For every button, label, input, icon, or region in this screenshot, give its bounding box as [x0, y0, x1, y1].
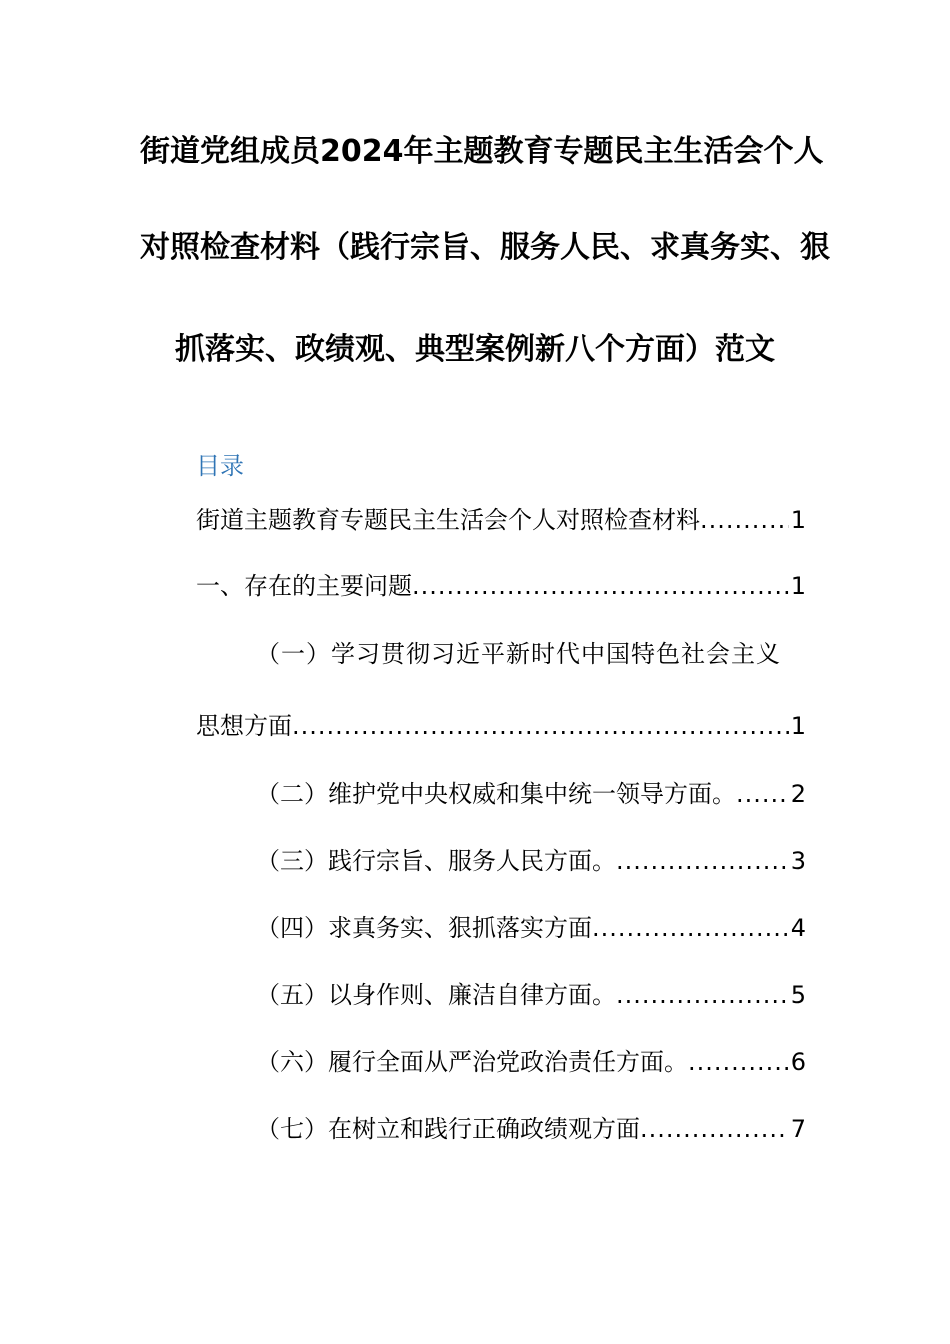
- toc-entry[interactable]: [256, 843, 806, 879]
- toc-entry-page: 7: [790, 1115, 806, 1143]
- toc-heading: 目录: [196, 452, 244, 480]
- toc-entry-page: 6: [790, 1048, 806, 1076]
- toc-entry-text: 一、存在的主要问题: [196, 572, 412, 600]
- toc-entry-page: 1: [790, 506, 806, 534]
- toc-entry[interactable]: [256, 910, 806, 946]
- toc-entry[interactable]: [256, 977, 806, 1013]
- title-line-3: 抓落实、政绩观、典型案例新八个方面）范文: [175, 332, 775, 367]
- toc-leader: [736, 776, 789, 812]
- toc-leader: [640, 1111, 789, 1147]
- toc-leader: [412, 568, 789, 604]
- toc-leader: [616, 977, 789, 1013]
- toc-entry-text: （三）践行宗旨、服务人民方面。: [256, 847, 616, 875]
- toc-entry-page: 5: [790, 981, 806, 1009]
- toc-entry-text: 街道主题教育专题民主生活会个人对照检查材料: [196, 506, 700, 534]
- toc-entry[interactable]: [196, 568, 806, 604]
- toc-leader: [592, 910, 789, 946]
- toc-entry[interactable]: [196, 502, 806, 538]
- toc-leader: [688, 1044, 789, 1080]
- toc-entry-text-line-1[interactable]: （一）学习贯彻习近平新时代中国特色社会主义: [256, 640, 781, 668]
- toc-entry-text: （五）以身作则、廉洁自律方面。: [256, 981, 616, 1009]
- toc-entry-page: 1: [790, 572, 806, 600]
- toc-entry[interactable]: [256, 1044, 806, 1080]
- toc-entry-page: 4: [790, 914, 806, 942]
- toc-entry[interactable]: [256, 776, 806, 812]
- toc-entry-text: 思想方面: [196, 712, 292, 740]
- toc-entry[interactable]: [256, 1111, 806, 1147]
- toc-leader: [616, 843, 789, 879]
- toc-entry-text: （二）维护党中央权威和集中统一领导方面。: [256, 780, 736, 808]
- title-line-2: 对照检查材料（践行宗旨、服务人民、求真务实、狠: [140, 230, 830, 265]
- toc-entry-text: （七）在树立和践行正确政绩观方面: [256, 1115, 640, 1143]
- toc-leader: [292, 708, 789, 744]
- toc-entry-page: 2: [790, 780, 806, 808]
- toc-entry[interactable]: [196, 708, 806, 744]
- title-line-1: 街道党组成员2024年主题教育专题民主生活会个人: [140, 134, 824, 169]
- toc-entry-text: （六）履行全面从严治党政治责任方面。: [256, 1048, 688, 1076]
- toc-entry-page: 1: [790, 712, 806, 740]
- toc-entry-page: 3: [790, 847, 806, 875]
- toc-entry-text: （四）求真务实、狠抓落实方面: [256, 914, 592, 942]
- toc-leader: [700, 502, 789, 538]
